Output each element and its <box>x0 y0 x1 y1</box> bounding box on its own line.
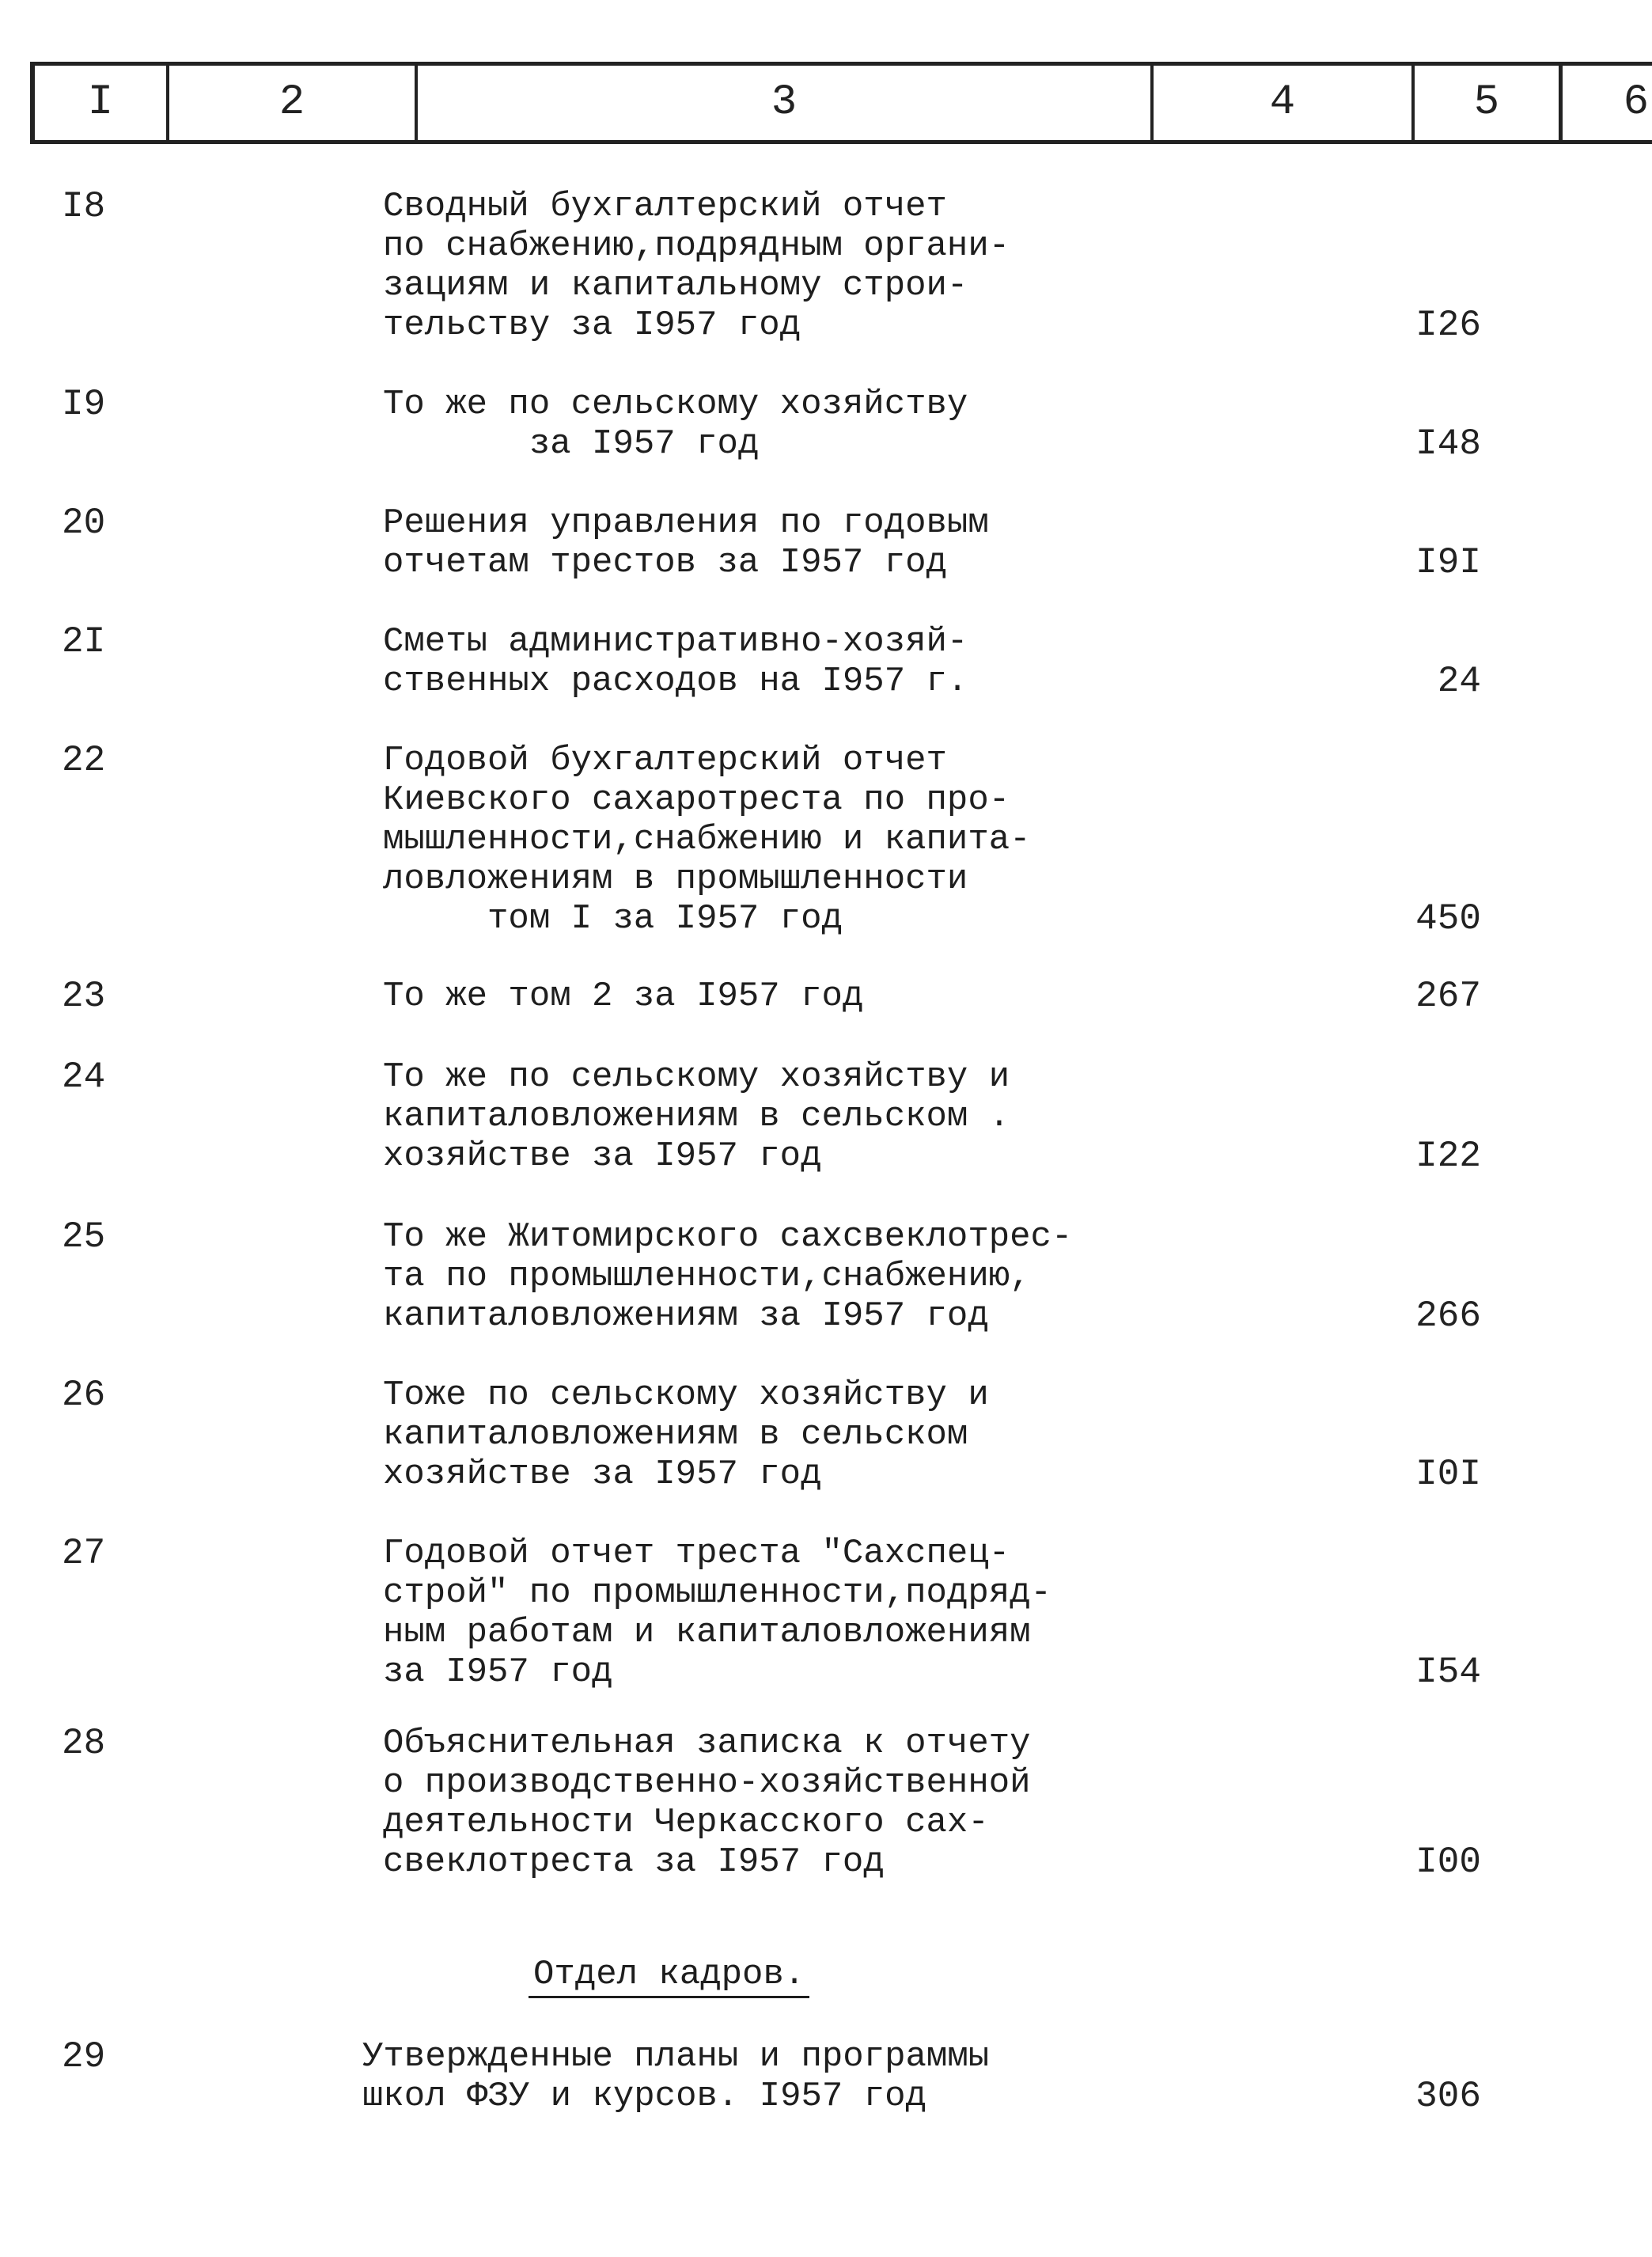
entry-number: 23 <box>62 976 106 1017</box>
entry-page-count: 450 <box>1415 898 1481 939</box>
entry-page-count: I54 <box>1415 1652 1481 1693</box>
entry-title: Сводный бухгалтерский отчет по снабжению,подрядным органи- зациям и капитальному строи- тельству за I957 год <box>383 187 1010 345</box>
list-item <box>0 1724 1652 1882</box>
entry-number: 2I <box>62 621 106 662</box>
list-item <box>0 622 1652 701</box>
column-header-row <box>30 62 1652 144</box>
entry-number: 27 <box>62 1533 106 1574</box>
entry-number: 25 <box>62 1216 106 1257</box>
column-header-6: 6 <box>1559 66 1652 140</box>
entry-page-count: I22 <box>1415 1136 1481 1177</box>
entry-number: 28 <box>62 1723 106 1764</box>
entry-number: I9 <box>62 384 106 425</box>
entry-page-count: I26 <box>1415 305 1481 346</box>
entry-page-count: 267 <box>1415 976 1481 1017</box>
entry-title: То же по сельскому хозяйству и капиталовложениям в сельском . хозяйстве за I957 год <box>383 1057 1010 1176</box>
list-item <box>0 503 1652 582</box>
section-heading: Отдел кадров. <box>529 1955 809 1998</box>
entry-number: 29 <box>62 2036 106 2077</box>
list-item <box>0 741 1652 939</box>
column-header-1: I <box>30 66 166 140</box>
entry-page-count: 266 <box>1415 1295 1481 1337</box>
column-header-2: 2 <box>166 66 415 140</box>
list-item <box>0 385 1652 464</box>
entry-title: Годовой отчет треста "Сахспец- строй" по промышленности,подряд- ным работам и капиталовложениям за I957 год <box>383 1534 1051 1692</box>
entry-title: Объяснительная записка к отчету о производственно-хозяйственной деятельности Черкасского сах- свеклотреста за I957 год <box>383 1724 1031 1882</box>
column-header-3: 3 <box>415 66 1150 140</box>
entry-number: 26 <box>62 1375 106 1416</box>
entry-title: Годовой бухгалтерский отчет Киевского сахаротреста по про- мышленности,снабжению и капита- ловложениям в промышленности том I за I957 год <box>383 741 1031 939</box>
entry-title: То же Житомирского сахсвеклотрес- та по промышленности,снабжению, капиталовложениям за I957 год <box>383 1217 1073 1336</box>
entry-page-count: I48 <box>1415 423 1481 465</box>
list-item <box>0 1217 1652 1336</box>
entry-number: I8 <box>62 186 106 227</box>
list-item <box>0 1375 1652 1494</box>
entry-number: 22 <box>62 740 106 781</box>
entry-number: 20 <box>62 503 106 544</box>
entry-page-count: I0I <box>1415 1454 1481 1495</box>
entry-page-count: 306 <box>1415 2076 1481 2117</box>
entry-title: То же том 2 за I957 год <box>383 977 864 1016</box>
entry-page-count: I9I <box>1415 542 1481 583</box>
column-header-4: 4 <box>1150 66 1411 140</box>
entry-title: Решения управления по годовым отчетам трестов за I957 год <box>383 503 989 582</box>
entry-title: Сметы административно-хозяй- ственных расходов на I957 г. <box>383 622 968 701</box>
entry-title: Тоже по сельскому хозяйству и капиталовложениям в сельском хозяйстве за I957 год <box>383 1375 989 1494</box>
list-item <box>0 187 1652 345</box>
entry-page-count: I00 <box>1415 1842 1481 1883</box>
entry-title: То же по сельскому хозяйству за I957 год <box>383 385 968 464</box>
entry-page-count: 24 <box>1437 661 1481 702</box>
column-header-5: 5 <box>1411 66 1559 140</box>
list-item <box>0 977 1652 1016</box>
list-item <box>0 2037 1652 2116</box>
entry-number: 24 <box>62 1056 106 1098</box>
list-item <box>0 1534 1652 1692</box>
entry-title: Утвержденные планы и программы школ ФЗУ и курсов. I957 год <box>362 2037 990 2116</box>
list-item <box>0 1057 1652 1176</box>
